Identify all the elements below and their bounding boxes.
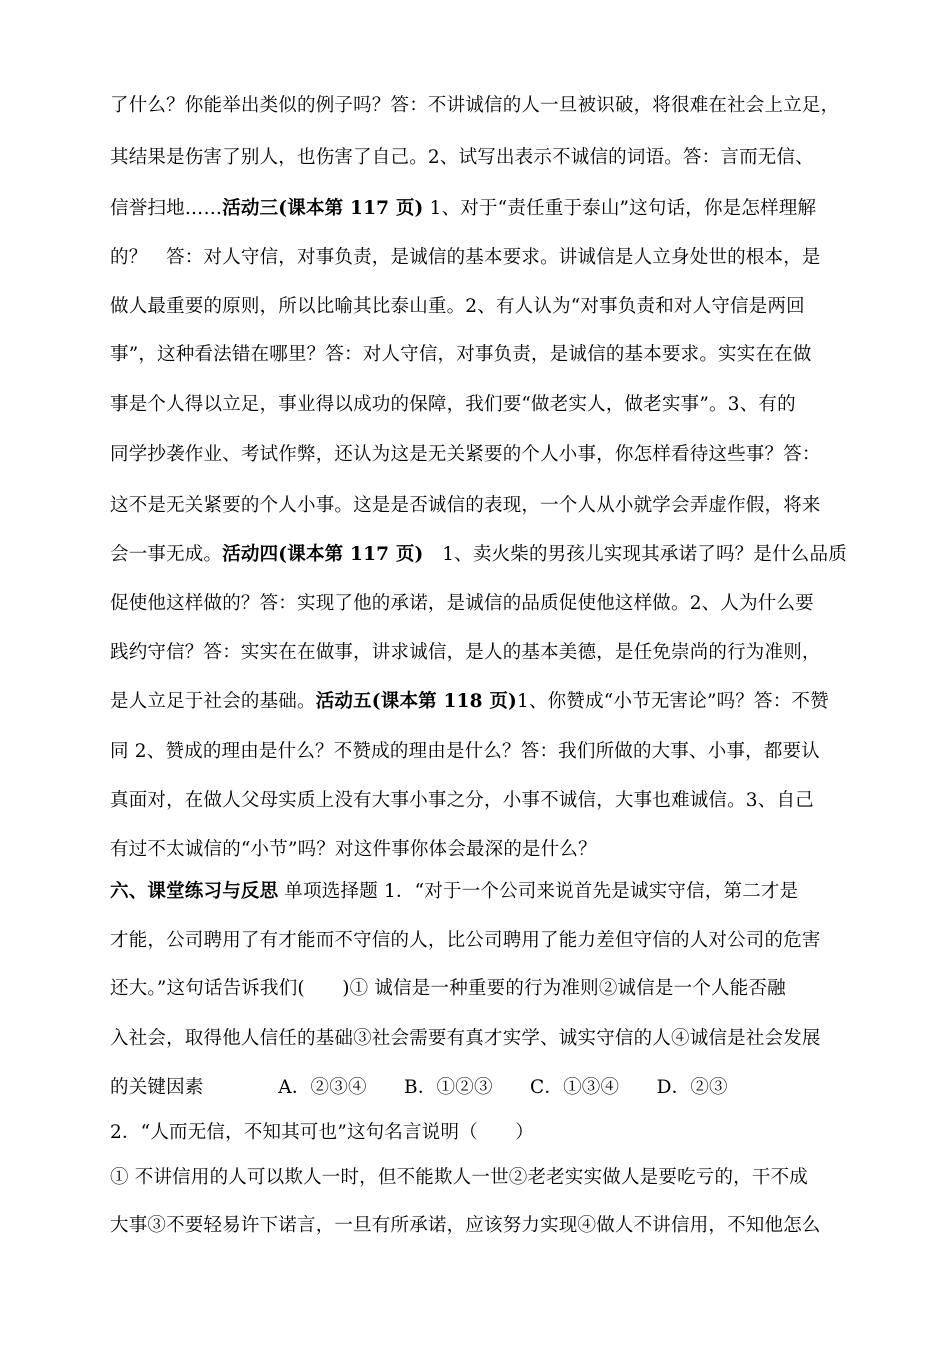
text-segment: 同学抄袭作业、考试作弊，还认为这是无关紧要的个人小事，你怎样看待这些事？答： <box>110 444 821 465</box>
text-segment: 入社会，取得他人信任的基础③社会需要有真才实学、诚实守信的人④诚信是社会发展 <box>110 1028 821 1049</box>
text-line <box>110 1027 821 1051</box>
text-line <box>110 838 597 862</box>
text-segment: 其结果是伤害了别人，也伤害了自己。2、试写出表示不诚信的词语。答：言而无信、 <box>110 147 814 168</box>
text-line <box>110 343 812 367</box>
text-segment: 信誉扫地…… <box>110 198 223 219</box>
text-line <box>110 641 821 665</box>
text-segment: 了什么？你能举出类似的例子吗？答：不讲诚信的人一旦被识破，将很难在社会上立足， <box>110 95 840 116</box>
question-text: 2．“人而无信，不知其可也”这句名言说明（ ） <box>110 1122 534 1143</box>
text-segment: 会一事无成。 <box>110 544 223 565</box>
section-heading: 六、课堂练习与反思 <box>110 881 279 902</box>
text-segment: 是人立足于社会的基础。 <box>110 691 316 712</box>
text-segment: 真面对，在做人父母实质上没有大事小事之分，小事不诚信，大事也难诚信。3、自己 <box>110 790 814 811</box>
text-segment: 做人最重要的原则，所以比喻其比泰山重。2、有人认为“对事负责和对人守信是两回 <box>110 296 805 317</box>
activity-heading: 活动五(课本第 118 页) <box>315 691 518 712</box>
text-line <box>110 494 821 518</box>
text-line <box>110 146 814 170</box>
activity-heading: 活动三(课本第 117 页) <box>222 198 424 219</box>
text-line <box>110 1121 534 1145</box>
text-segment: 有过不太诚信的“小节”吗？对这件事你体会最深的是什么？ <box>110 839 597 860</box>
text-line <box>110 393 796 417</box>
activity-heading: 活动四(课本第 117 页) <box>222 544 424 565</box>
text-line <box>110 977 786 1001</box>
text-segment: 事是个人得以立足，事业得以成功的保障，我们要“做老实人，做老实事”。3、有的 <box>110 394 796 415</box>
text-line <box>110 929 821 953</box>
text-segment: 才能，公司聘用了有才能而不守信的人，比公司聘用了能力差但守信的人对公司的危害 <box>110 930 821 951</box>
text-segment: 大事③不要轻易许下诺言，一旦有所承诺，应该努力实现④做人不讲信用，不知他怎么 <box>110 1215 821 1236</box>
text-segment: 的？ 答：对人守信，对事负责，是诚信的基本要求。讲诚信是人立身处世的根本，是 <box>110 247 821 268</box>
text-line <box>110 880 798 904</box>
text-segment: 单项选择题 1．“对于一个公司来说首先是诚实守信，第二才是 <box>278 881 799 902</box>
answer-options-line <box>110 1076 728 1100</box>
text-line <box>110 789 814 813</box>
text-segment: 1、卖火柴的男孩儿实现其承诺了吗？是什么品质 <box>423 544 847 565</box>
text-line <box>110 690 829 714</box>
text-line <box>110 246 821 270</box>
text-line <box>110 740 820 764</box>
text-segment: 同 2、赞成的理由是什么？不赞成的理由是什么？答：我们所做的大事、小事，都要认 <box>110 741 820 762</box>
text-line <box>110 1166 808 1190</box>
text-line <box>110 295 805 319</box>
text-line <box>110 197 816 221</box>
text-line <box>110 592 814 616</box>
text-line <box>110 1214 821 1238</box>
text-segment: 1、你赞成“小节无害论”吗？答：不赞 <box>517 691 829 712</box>
text-segment: 促使他这样做的？答：实现了他的承诺，是诚信的品质促使他这样做。2、人为什么要 <box>110 593 814 614</box>
text-segment: 事”，这种看法错在哪里？答：对人守信，对事负责，是诚信的基本要求。实实在在做 <box>110 344 812 365</box>
text-segment: ① 不讲信用的人可以欺人一时，但不能欺人一世②老老实实做人是要吃亏的，干不成 <box>110 1167 808 1188</box>
text-line <box>110 443 821 467</box>
text-segment: 还大。”这句话告诉我们( )① 诚信是一种重要的行为准则②诚信是一个人能否融 <box>110 978 786 999</box>
text-segment: 的关键因素 A．②③④ B．①②③ C．①③④ D．②③ <box>110 1077 728 1098</box>
text-line <box>110 94 839 118</box>
text-segment: 这不是无关紧要的个人小事。这是是否诚信的表现，一个人从小就学会弄虚作假，将来 <box>110 495 821 516</box>
text-segment: 1、对于“责任重于泰山”这句话，你是怎样理解 <box>423 198 817 219</box>
text-segment: 践约守信？答：实实在在做事，讲求诚信，是人的基本美德，是任免崇尚的行为准则， <box>110 642 821 663</box>
text-line <box>110 543 847 567</box>
